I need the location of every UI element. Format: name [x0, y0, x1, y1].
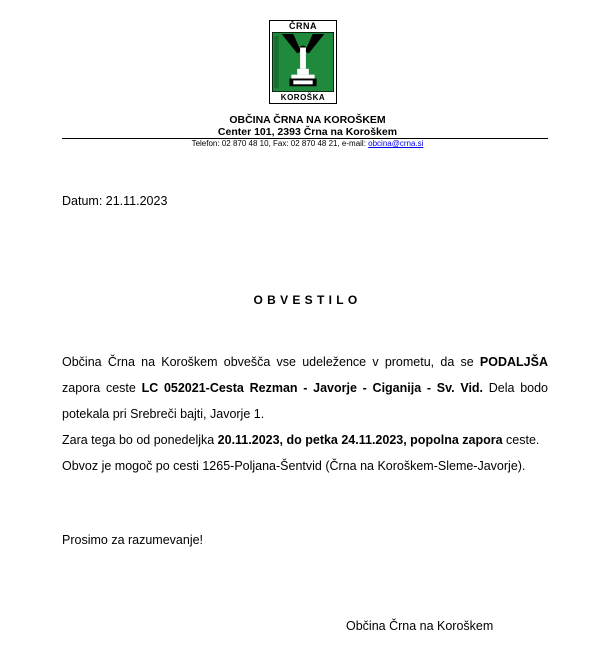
- signature: Občina Črna na Koroškem: [346, 619, 494, 633]
- email-link[interactable]: obcina@crna.si: [368, 139, 424, 148]
- p2-bold-dates: 20.11.2023, do petka 24.11.2023, popolna zapora: [217, 433, 503, 447]
- p1-text-3: Dela bodo potekala pri Srebreči bajti, Javorje 1.: [62, 381, 548, 421]
- contact-text: Telefon: 02 870 48 10, Fax: 02 870 48 21, e-mail:: [191, 139, 369, 148]
- p1-text-1: Občina Črna na Koroškem obvešča vse udeležence v prometu, da se: [62, 355, 480, 369]
- municipality-address: Center 101, 2393 Črna na Koroškem: [217, 126, 398, 138]
- p1-bold-extension: PODALJŠA: [479, 355, 548, 369]
- logo-top-text: ČRNA: [289, 21, 317, 31]
- notice-paragraph-2: [62, 427, 548, 453]
- p2-text-1: Zara tega bo od ponedeljka: [62, 433, 218, 447]
- notice-body: [62, 349, 548, 479]
- municipality-logo: [269, 20, 337, 104]
- notice-paragraph-1: [62, 349, 548, 427]
- logo-bottom-text: KOROŠKA: [280, 93, 326, 102]
- p1-bold-road: LC 052021-Cesta Rezman - Javorje - Ciganija - Sv. Vid.: [141, 381, 484, 395]
- p2-text-2: ceste.: [502, 433, 540, 447]
- closing-line: Prosimo za razumevanje!: [62, 533, 204, 547]
- contact-line: [0, 139, 615, 149]
- p1-text-2: zapora ceste: [62, 381, 142, 395]
- municipality-name: OBČINA ČRNA NA KOROŠKEM: [229, 114, 386, 126]
- document-date: Datum: 21.11.2023: [62, 194, 168, 208]
- logo-emblem-icon: [272, 32, 334, 92]
- document-heading: OBVESTILO: [253, 293, 362, 307]
- notice-paragraph-3: Obvoz je mogoč po cesti 1265-Poljana-Šentvid (Črna na Koroškem-Sleme-Javorje).: [62, 459, 526, 473]
